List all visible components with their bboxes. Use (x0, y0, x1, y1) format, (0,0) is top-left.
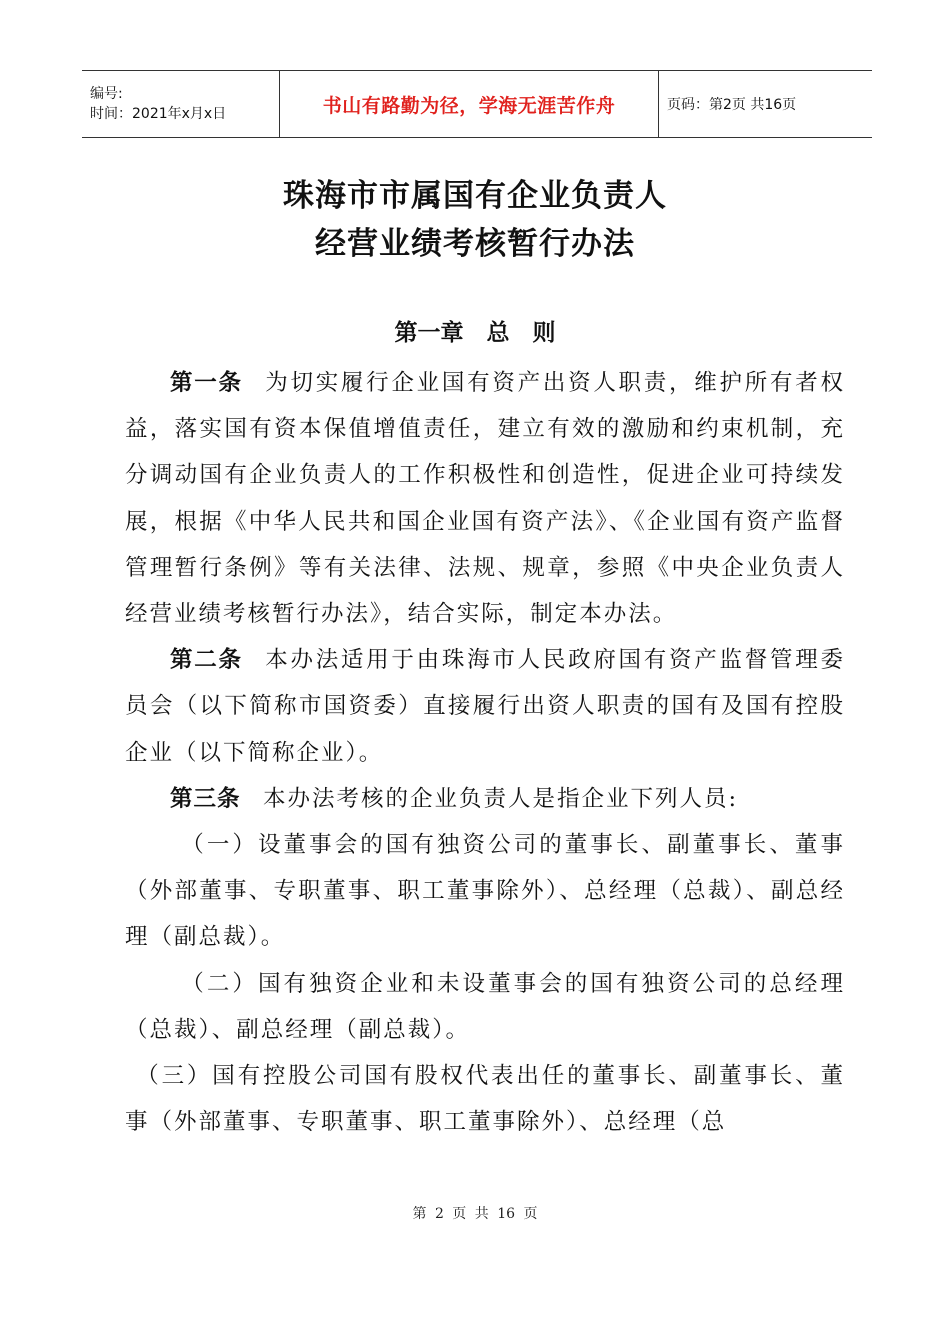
chapter-heading: 第一章 总 则 (394, 320, 556, 346)
document-time-label: 时间：2021年x月x日 (90, 106, 227, 122)
article-3 (125, 776, 845, 822)
article-label: 第三条 (170, 785, 241, 812)
document-body (125, 360, 845, 1145)
header-motto: 书山有路勤为径，学海无涯苦作舟 (280, 71, 659, 137)
article-label: 第一条 (170, 370, 243, 396)
article-1 (125, 360, 845, 637)
article-text: 本办法考核的企业负责人是指企业下列人员: (263, 785, 739, 812)
header-page-info: 页码：第2页 共16页 (667, 97, 797, 113)
document-number-label: 编号: (90, 86, 123, 102)
list-item: （二）国有独资企业和未设董事会的国有独资公司的总经理（总裁）、副总经理（副总裁）。 (125, 970, 845, 1043)
document-title-line-1: 珠海市市属国有企业负责人 (283, 178, 667, 214)
article-label: 第二条 (170, 647, 243, 674)
article-2 (125, 637, 845, 776)
document-title-line-2: 经营业绩考核暂行办法 (315, 226, 635, 262)
article-text: 为切实履行企业国有资产出资人职责，维护所有者权益，落实国有资本保值增值责任，建立有效的激励和约束机制，充分调动国有企业负责人的工作积极性和创造性，促进企业可持续发展，根据《中华人民共和国企业国有资产法》、《企业国有资产监督管理暂行条例》等有关法律、法规、规章，参照《中央企业负责人经营业绩考核暂行办法》，结合实际，制定本办法。 (125, 370, 845, 628)
article-text: 本办法适用于由珠海市人民政府国有资产监督管理委员会（以下简称市国资委）直接履行出资人职责的国有及国有控股企业（以下简称企业）。 (125, 647, 845, 766)
list-item: （三）国有控股公司国有股权代表出任的董事长、副董事长、董事（外部董事、专职董事、职工董事除外）、总经理（总 (125, 1063, 845, 1136)
header-meta (82, 71, 280, 137)
page-header (82, 70, 872, 138)
list-item: （一）设董事会的国有独资公司的董事长、副董事长、董事（外部董事、专职董事、职工董事除外）、总经理（总裁）、副总经理（副总裁）。 (125, 832, 845, 951)
page-footer: 第 2 页 共 16 页 (412, 1206, 538, 1222)
